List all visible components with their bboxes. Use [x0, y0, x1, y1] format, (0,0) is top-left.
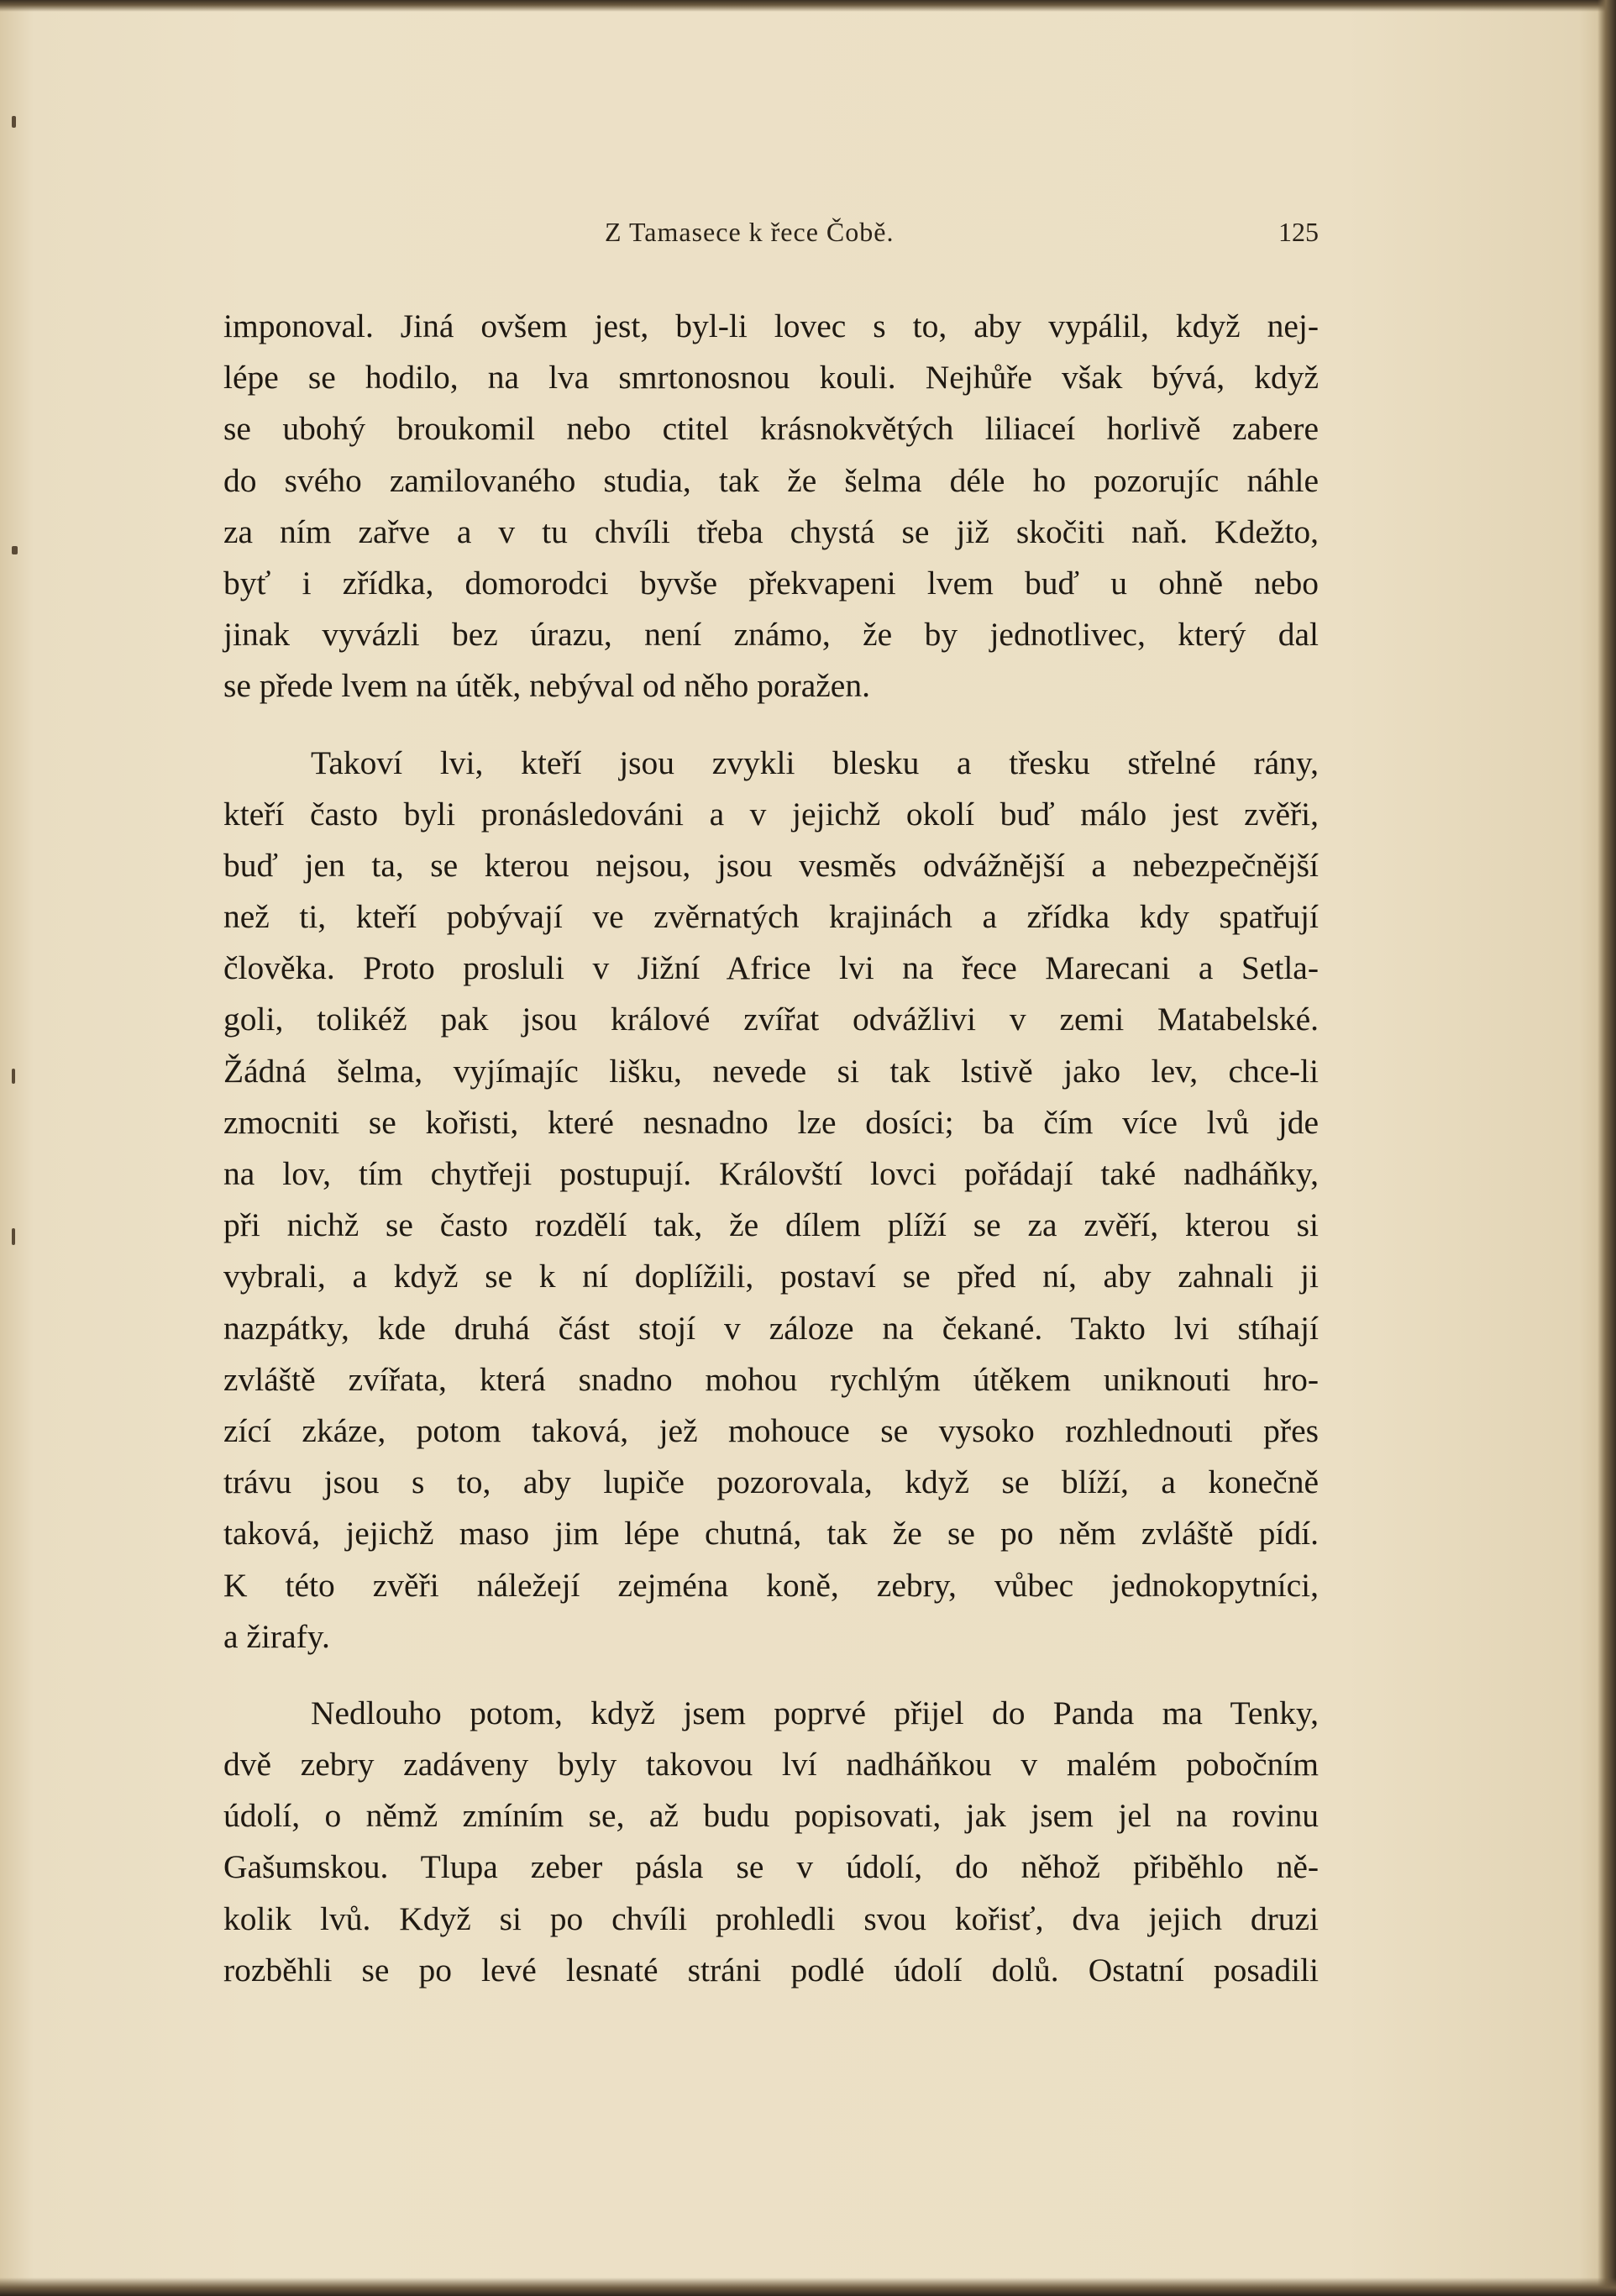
- text-line: kteří často byli pronásledováni a v jejichž okolí buď málo jest zvěři,: [223, 795, 1319, 833]
- page-top-shadow: [0, 0, 1616, 12]
- paragraph: [223, 301, 1319, 712]
- paragraph: [223, 1688, 1319, 1996]
- text-line: a žirafy.: [223, 1617, 330, 1655]
- text-line: byť i zřídka, domorodci byvše překvapeni lvem buď u ohně nebo: [223, 564, 1319, 602]
- text-line: do svého zamilovaného studia, tak že šelma déle ho pozorujíc náhle: [223, 461, 1319, 499]
- text-line: Gašumskou. Tlupa zeber pásla se v údolí, do něhož přiběhlo ně-: [223, 1848, 1319, 1886]
- margin-speck: [12, 116, 16, 128]
- text-line: se ubohý broukomil nebo ctitel krásnokvětých liliaceí horlivě zabere: [223, 410, 1319, 448]
- text-line: jinak vyvázli bez úrazu, není známo, že by jednotlivec, který dal: [223, 616, 1319, 654]
- text-line: dvě zebry zadáveny byly takovou lví nadháňkou v malém pobočním: [223, 1746, 1319, 1784]
- page-bottom-shadow: [0, 2278, 1616, 2296]
- text-line: na lov, tím chytřeji postupují. Královští lovci pořádají také nadháňky,: [223, 1155, 1319, 1192]
- text-line: zvláště zvířata, která snadno mohou rychlým útěkem uniknouti hro-: [223, 1360, 1319, 1398]
- running-title: Z Tamasece k řece Čobě.: [605, 217, 895, 247]
- margin-speck: [12, 1228, 15, 1245]
- text-line: vybrali, a když se k ní doplížili, postaví se před ní, aby zahnali ji: [223, 1258, 1319, 1295]
- text-line: K této zvěři náležejí zejména koně, zebry, vůbec jednokopytníci,: [223, 1566, 1319, 1604]
- body-text: [223, 301, 1319, 1996]
- text-line: trávu jsou s to, aby lupiče pozorovala, když se blíží, a konečně: [223, 1463, 1319, 1501]
- text-line: Takoví lvi, kteří jsou zvykli blesku a třesku střelné rány,: [311, 743, 1319, 781]
- text-line: kolik lvů. Když si po chvíli prohledli svou kořisť, dva jejich druzi: [223, 1899, 1319, 1937]
- text-line: buď jen ta, se kterou nejsou, jsou vesměs odvážnější a nebezpečnější: [223, 846, 1319, 884]
- text-line: se přede lvem na útěk, nebýval od něho poražen.: [223, 667, 870, 705]
- text-line: lépe se hodilo, na lva smrtonosnou kouli. Nejhůře však bývá, když: [223, 359, 1319, 397]
- text-line: goli, tolikéž pak jsou králové zvířat odvážlivi v zemi Matabelské.: [223, 1001, 1319, 1038]
- text-line: zmocniti se kořisti, které nesnadno lze dosíci; ba čím více lvů jde: [223, 1103, 1319, 1141]
- margin-speck: [12, 1069, 15, 1084]
- text-line: údolí, o němž zmíním se, až budu popisovati, jak jsem jel na rovinu: [223, 1797, 1319, 1835]
- text-line: zící zkáze, potom taková, jež mohouce se vysoko rozhlednouti přes: [223, 1411, 1319, 1449]
- text-line: při nichž se často rozdělí tak, že dílem plíží se za zvěří, kterou si: [223, 1206, 1319, 1244]
- paragraph: [223, 738, 1319, 1663]
- text-line: za ním zařve a v tu chvíli třeba chystá se již skočiti naň. Kdežto,: [223, 512, 1319, 550]
- page-right-shadow: [1598, 0, 1616, 2296]
- text-line: Nedlouho potom, když jsem poprvé přijel do Panda ma Tenky,: [311, 1694, 1319, 1731]
- page-number: 125: [1278, 217, 1319, 247]
- text-line: rozběhli se po levé lesnaté stráni podlé údolí dolů. Ostatní posadili: [223, 1951, 1319, 1989]
- text-line: imponoval. Jiná ovšem jest, byl-li lovec s to, aby vypálil, když nej-: [223, 307, 1319, 344]
- text-line: taková, jejichž maso jim lépe chutná, tak že se po něm zvláště pídí.: [223, 1515, 1319, 1553]
- text-line: člověka. Proto prosluli v Jižní Africe lvi na řece Marecani a Setla-: [223, 949, 1319, 987]
- text-line: nazpátky, kde druhá část stojí v záloze na čekané. Takto lvi stíhají: [223, 1309, 1319, 1347]
- margin-speck: [12, 546, 18, 554]
- text-line: Žádná šelma, vyjímajíc lišku, nevede si tak lstivě jako lev, chce-li: [223, 1052, 1319, 1090]
- text-line: než ti, kteří pobývají ve zvěrnatých krajinách a zřídka kdy spatřují: [223, 898, 1319, 936]
